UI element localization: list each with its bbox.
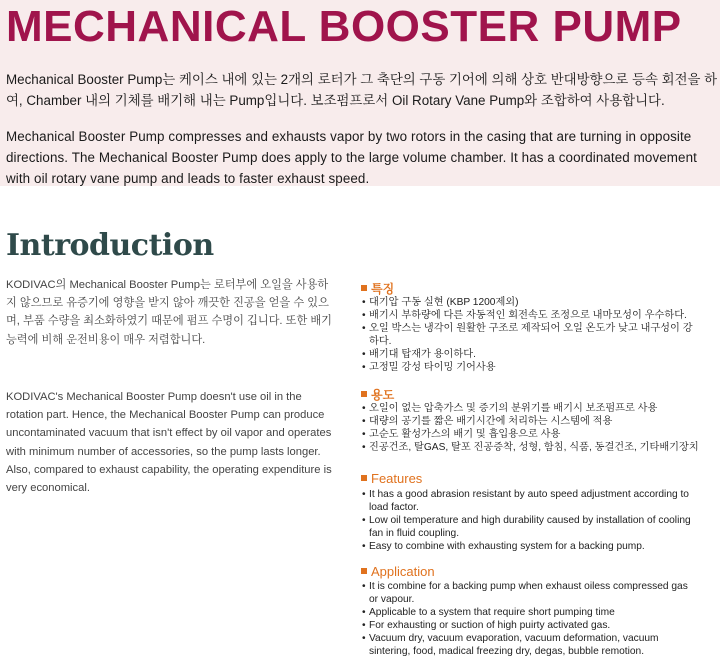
description-english: Mechanical Booster Pump compresses and exhausts vapor by two rotors in the casing that are turning in opposite directions. The Mechanical Booster Pump does apply to the large volume chamber. It has a coordinated movement with oil rotary vane pump and leads to faster exhaust speed. [6, 129, 697, 186]
list-item: • It has a good abrasion resistant by auto speed adjustment according to load factor. [362, 488, 692, 514]
list-item: • 고정밀 강성 타이밍 기어사용 [362, 361, 718, 374]
applications-ko-list [362, 402, 718, 454]
list-item: • 배기시 부하량에 다른 자동적인 회전속도 조정으로 내마모성이 우수하다. [362, 309, 718, 322]
square-bullet-icon [361, 568, 367, 574]
list-item: • For exhausting or suction of high puirty activated gas. [362, 619, 692, 632]
page-title: MECHANICAL BOOSTER PUMP [6, 2, 682, 51]
applications-ko-title: 용도 [371, 388, 395, 402]
list-item: • 오일 박스는 냉각이 원활한 구조로 제작되어 오일 온도가 낮고 내구성이 강하다. [362, 322, 718, 348]
list-item: • 대량의 공기를 짧은 배기시간에 처리하는 시스템에 적용 [362, 415, 718, 428]
introduction-heading: Introduction [6, 228, 214, 263]
list-item: • Low oil temperature and high durability caused by installation of cooling fan in fluid coupling. [362, 514, 692, 540]
applications-en-list [362, 580, 692, 658]
introduction-text-korean: KODIVAC의 Mechanical Booster Pump는 로터부에 오일을 사용하지 않으므로 유증기에 영향을 받지 않아 깨끗한 진공을 얻을 수 있으며, 부품 수량을 최소화하였기 때문에 펌프 수명이 깁니다. 또한 배기능력에 비해 운전비용이 매우 저렴합니다. [6, 279, 332, 346]
list-item: • 대기압 구동 실현 (KBP 1200제외) [362, 296, 718, 309]
features-en-title: Features [371, 471, 423, 486]
list-item: • Easy to combine with exhausting system for a backing pump. [362, 540, 692, 553]
description-korean: Mechanical Booster Pump는 케이스 내에 있는 2개의 로터가 그 축단의 구동 기어에 의해 상호 반대방향으로 등속 회전을 하여, Chamber 내의 기체를 배기해 내는 Pump입니다. 보조펌프로서 Oil Rotary Vane Pump와 조합하여 사용합니다. [6, 72, 718, 108]
header-band [0, 0, 720, 186]
features-en-heading [361, 471, 422, 486]
features-ko-heading [361, 280, 394, 297]
square-bullet-icon [361, 391, 367, 397]
features-en-list [362, 488, 692, 553]
square-bullet-icon [361, 285, 367, 291]
features-ko-list [362, 296, 718, 374]
list-item: • 고순도 활성가스의 배기 및 흡입용으로 사용 [362, 428, 718, 441]
list-item: • It is combine for a backing pump when exhaust oiless compressed gas or vapour. [362, 580, 692, 606]
introduction-text-english: KODIVAC's Mechanical Booster Pump doesn't use oil in the rotation part. Hence, the Mechanical Booster Pump can produce uncontaminated vacuum that isn't effect by oil vapor and operates with minimum number of accessories, so the pump lasts longer. Also, compared to exhaust capability, the operating expenditure is very economical. [6, 391, 332, 495]
square-bullet-icon [361, 475, 367, 481]
list-item: • 진공건조, 탈GAS, 탈포 진공증착, 성형, 함침, 식품, 동결건조, 기타배기장치 [362, 441, 718, 454]
list-item: • Vacuum dry, vacuum evaporation, vacuum deformation, vacuum sintering, food, madical freezing dry, degas, bubble remotion. [362, 632, 692, 658]
applications-en-heading [361, 564, 435, 579]
applications-en-title: Application [371, 564, 435, 579]
features-ko-title: 특징 [371, 282, 395, 296]
list-item: • 오일이 없는 압축가스 및 증기의 분위기를 배기시 보조펌프로 사용 [362, 402, 718, 415]
applications-ko-heading [361, 386, 394, 403]
list-item: • 배기대 탑재가 용이하다. [362, 348, 718, 361]
list-item: • Applicable to a system that require short pumping time [362, 606, 692, 619]
